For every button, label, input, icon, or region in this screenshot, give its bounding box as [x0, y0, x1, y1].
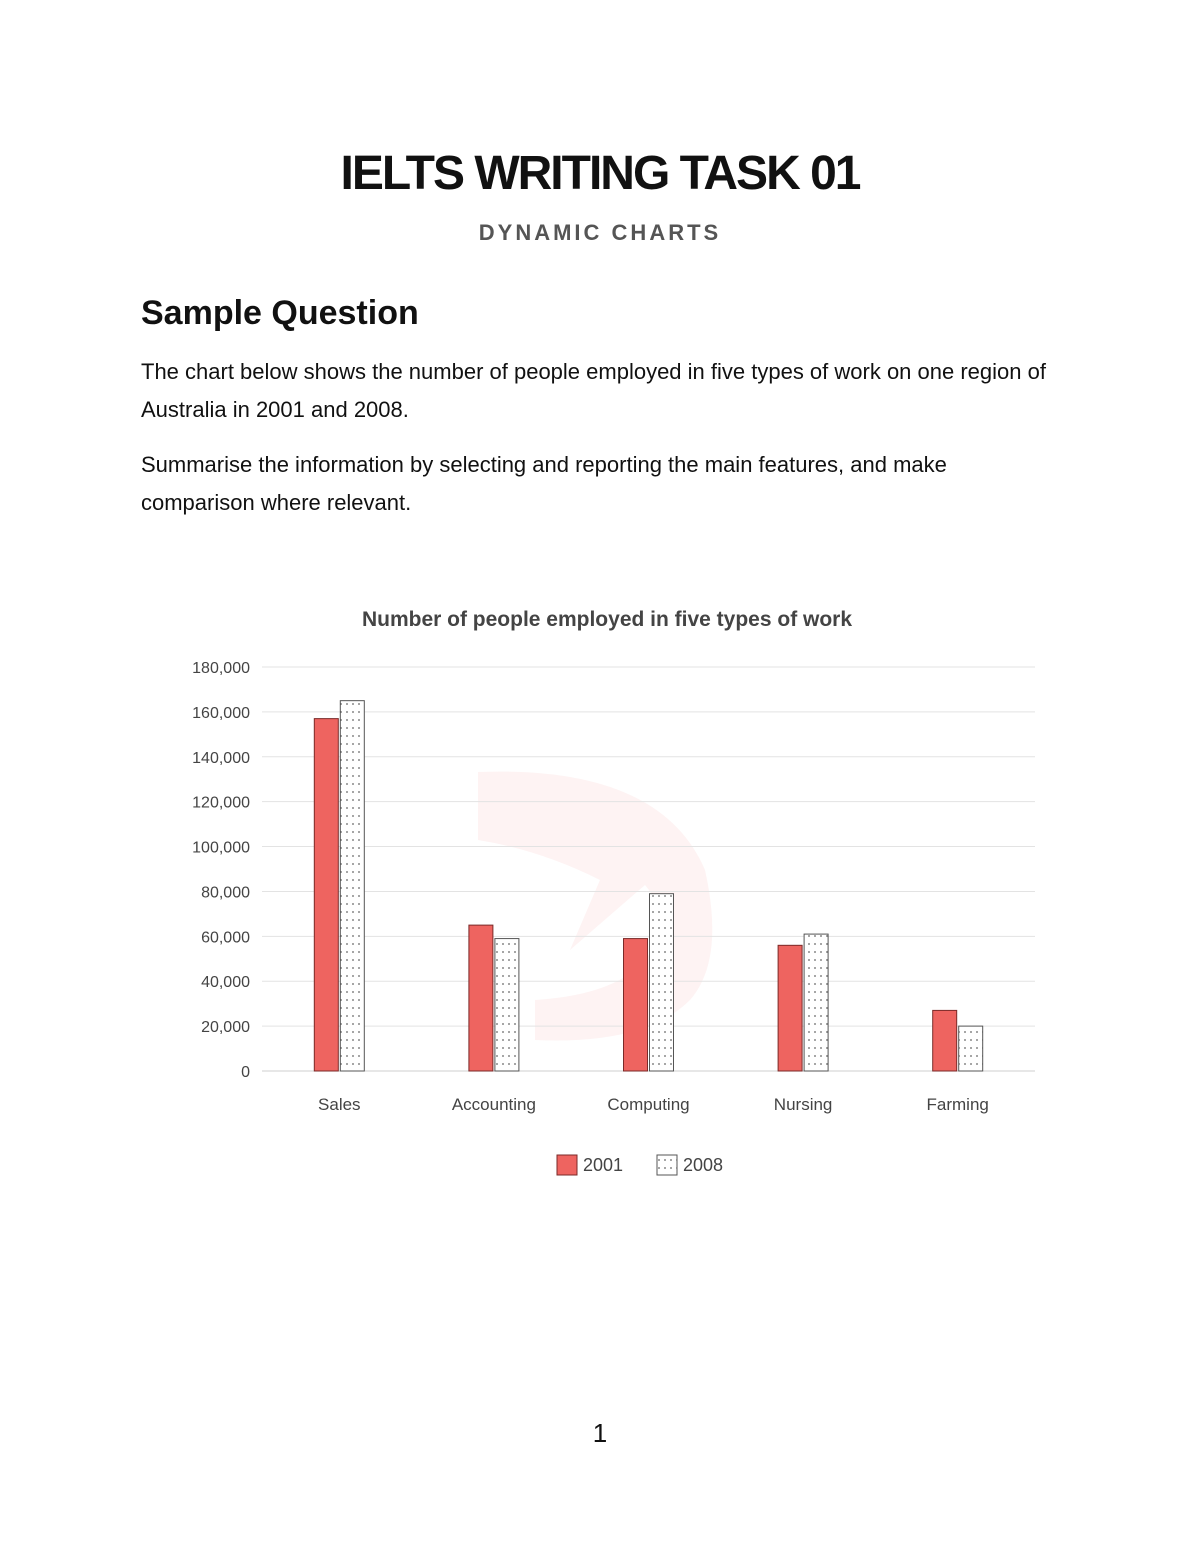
y-tick-label: 180,000	[192, 660, 250, 677]
page-number: 1	[592, 1418, 608, 1448]
legend-label-2008: 2008	[683, 1155, 724, 1175]
chart-title: Number of people employed in five types of work	[361, 608, 853, 631]
legend-swatch-2001	[557, 1155, 577, 1175]
y-tick-label: 60,000	[201, 929, 250, 947]
bar-accounting-2008	[495, 939, 519, 1071]
y-tick-label: 0	[241, 1064, 250, 1081]
x-tick-label: Computing	[607, 1095, 690, 1114]
x-tick-label: Farming	[926, 1095, 989, 1114]
bar-sales-2001	[314, 719, 338, 1071]
y-tick-label: 80,000	[201, 884, 250, 902]
instruction-paragraph: Summarise the information by selecting and reporting the main features, and make comparison where relevant.	[141, 452, 947, 515]
legend-label-2001: 2001	[583, 1155, 624, 1175]
document-subtitle: DYNAMIC CHARTS	[478, 220, 722, 245]
y-tick-label: 40,000	[201, 974, 250, 992]
bar-farming-2008	[959, 1026, 983, 1071]
y-tick-label: 20,000	[201, 1019, 250, 1037]
y-tick-label: 100,000	[192, 839, 250, 857]
x-tick-label: Accounting	[451, 1095, 536, 1114]
bar-accounting-2001	[469, 925, 493, 1071]
bar-computing-2008	[650, 894, 674, 1071]
y-tick-label: 120,000	[192, 794, 250, 812]
y-tick-label: 160,000	[192, 704, 250, 722]
bar-farming-2001	[933, 1010, 957, 1071]
bar-sales-2008	[340, 701, 364, 1071]
section-heading: Sample Question	[141, 294, 419, 332]
bar-nursing-2008	[804, 934, 828, 1071]
question-paragraph: The chart below shows the number of people employed in five types of work on one region of Australia in 2001 and 2008.	[141, 359, 1046, 422]
legend-swatch-2008	[657, 1155, 677, 1175]
x-tick-label: Nursing	[773, 1095, 833, 1114]
y-tick-label: 140,000	[192, 749, 250, 767]
bar-chart	[140, 540, 1060, 1230]
document-title: IELTS WRITING TASK 01	[340, 147, 860, 200]
x-tick-label: Sales	[318, 1095, 361, 1114]
bar-nursing-2001	[778, 945, 802, 1071]
bar-computing-2001	[624, 939, 648, 1071]
